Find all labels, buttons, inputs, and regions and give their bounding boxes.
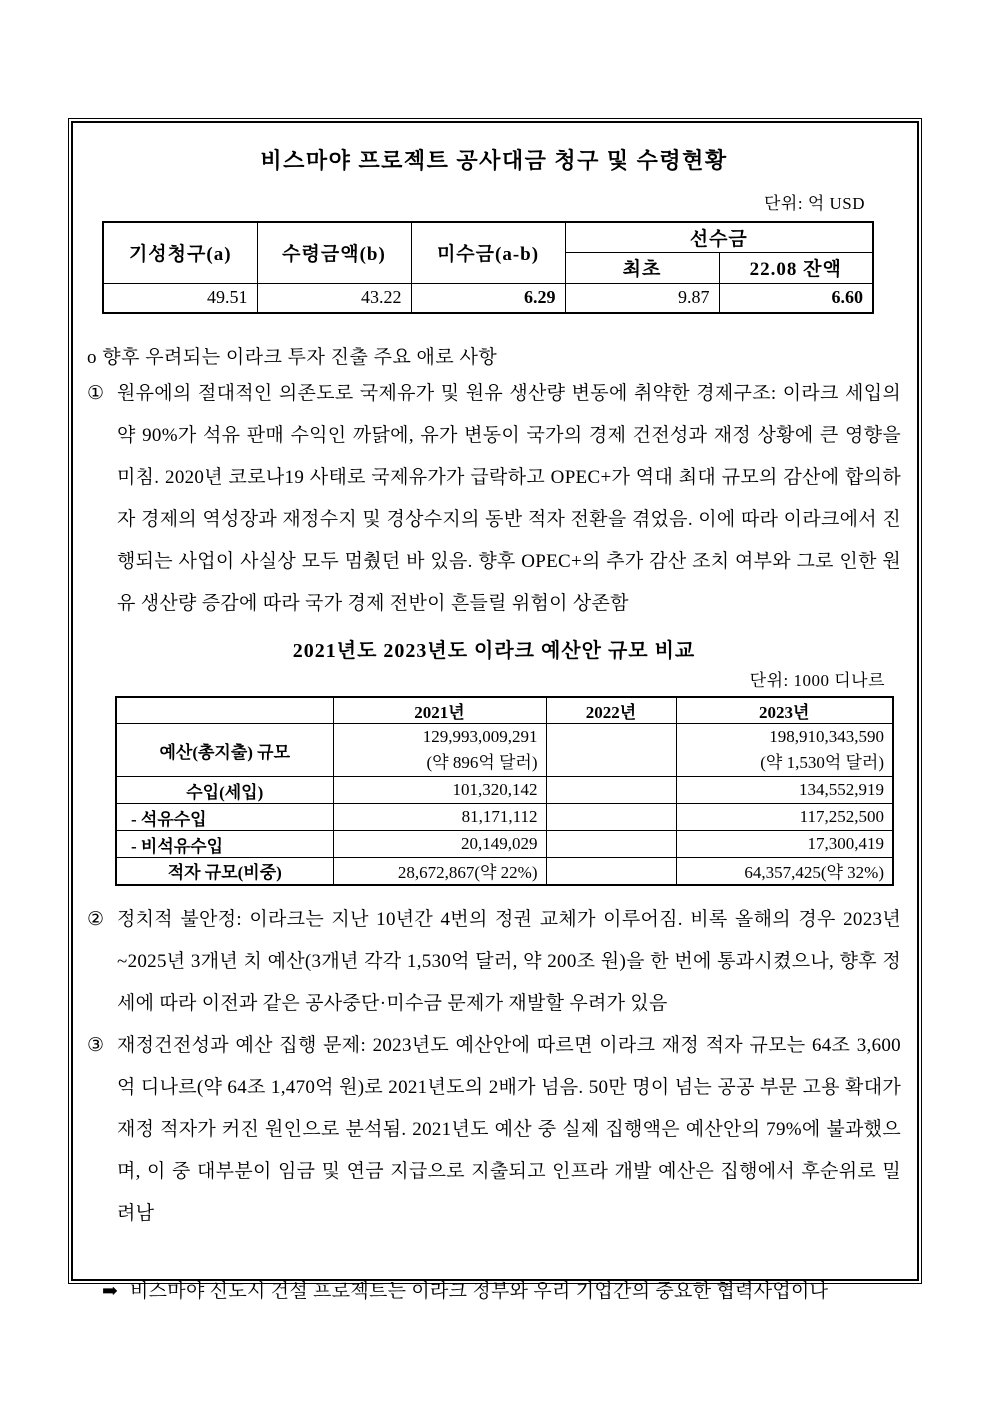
budget-nonoil-2023: 17,300,419 xyxy=(676,831,893,858)
header-advance-group: 선수금 xyxy=(565,222,873,252)
budget-table-header-row xyxy=(116,697,893,724)
budget-deficit-2022 xyxy=(546,858,676,885)
concern-3-text: 재정건전성과 예산 집행 문제: 2023년도 예산안에 따르면 이라크 재정 적자 규모는 64조 3,600억 디나르(약 64조 1,470억 원)로 2021년도의 2배가 넘음. 50만 명이 넘는 공공 부문 고용 확대가 재정 적자가 커진 원인으로 분석됨. 2021년도 예산 중 실제 집행액은 예산안의 79%에 불과했으며, 이 중 대부분이 임금 및 연금 지급으로 지출되고 인프라 개발 예산은 집행에서 후순위로 밀려남 xyxy=(117,1034,901,1224)
budget-row-nonoil-label: - 비석유수입 xyxy=(116,831,333,858)
budget-row-total xyxy=(116,724,893,777)
budget-row-oil-label: - 석유수입 xyxy=(116,804,333,831)
budget-row-oil xyxy=(116,804,893,831)
concern-2-text: 정치적 불안정: 이라크는 지난 10년간 4번의 정권 교체가 이루어짐. 비록 올해의 경우 2023년~2025년 3개년 치 예산(3개년 각각 1,530억 달러, 약 200조 원)을 한 번에 통과시켰으나, 향후 정세에 따라 이전과 같은 공사중단·미수금 문제가 재발할 우려가 있음 xyxy=(117,908,901,1014)
value-claimed: 49.51 xyxy=(103,283,257,313)
budget-deficit-2023: 64,357,425(약 32%) xyxy=(676,858,893,885)
value-received: 43.22 xyxy=(257,283,411,313)
budget-oil-2023: 117,252,500 xyxy=(676,804,893,831)
budget-total-2021 xyxy=(333,724,546,777)
budget-header-2022: 2022년 xyxy=(546,697,676,724)
budget-total-2023 xyxy=(676,724,893,777)
conclusion-line xyxy=(102,1277,901,1307)
budget-row-total-label: 예산(총지출) 규모 xyxy=(116,724,333,777)
budget-total-2021-value: 129,993,009,291 xyxy=(422,727,538,746)
concerns-heading: o 향후 우려되는 이라크 투자 진출 주요 애로 사항 xyxy=(87,347,498,368)
document-frame-inner xyxy=(71,121,919,1302)
header-received: 수령금액(b) xyxy=(257,222,411,283)
budget-header-2023: 2023년 xyxy=(676,697,893,724)
budget-row-revenue xyxy=(116,777,893,804)
concern-1-text: 원유에의 절대적인 의존도로 국제유가 및 원유 생산량 변동에 취약한 경제구조: 이라크 세입의 약 90%가 석유 판매 수익인 까닭에, 유가 변동이 국가의 경제 건전성과 재정 상황에 큰 영향을 미침. 2020년 코로나19 사태로 국제유가가 급락하고 OPEC+가 역대 최대 규모의 감산에 합의하자 경제의 역성장과 재정수지 및 경상수지의 동반 적자 전환을 겪었음. 이에 따라 이라크에서 진행되는 사업이 사실상 모두 멈췄던 바 있음. 향후 OPEC+의 추가 감산 조치 여부와 그로 인한 원유 생산량 증감에 따라 국가 경제 전반이 흔들릴 위험이 상존함 xyxy=(117,383,901,614)
header-outstanding: 미수금(a-b) xyxy=(411,222,565,283)
budget-deficit-2021: 28,672,867(약 22%) xyxy=(333,858,546,885)
budget-table-title: 2021년도 2023년도 이라크 예산안 규모 비교 xyxy=(292,640,696,662)
budget-total-2022 xyxy=(546,724,676,777)
concern-paragraph-1 xyxy=(87,373,901,625)
header-claimed: 기성청구(a) xyxy=(103,222,257,283)
concern-3-marker: ③ xyxy=(87,1034,105,1056)
budget-header-label xyxy=(116,697,333,724)
budget-header-2021: 2021년 xyxy=(333,697,546,724)
payment-table-data-row xyxy=(103,283,873,313)
budget-revenue-2023: 134,552,919 xyxy=(676,777,893,804)
payment-table-header-row xyxy=(103,222,873,252)
header-advance-balance: 22.08 잔액 xyxy=(719,252,873,283)
payment-table xyxy=(102,221,874,314)
budget-total-2023-value: 198,910,343,590 xyxy=(769,727,884,746)
budget-total-2021-usd: (약 896억 달러) xyxy=(426,753,538,772)
document-frame xyxy=(68,118,922,1302)
budget-revenue-2022 xyxy=(546,777,676,804)
budget-row-deficit-label: 적자 규모(비중) xyxy=(116,858,333,885)
budget-oil-2021: 81,171,112 xyxy=(333,804,546,831)
budget-row-nonoil xyxy=(116,831,893,858)
budget-revenue-2021: 101,320,142 xyxy=(333,777,546,804)
budget-nonoil-2021: 20,149,029 xyxy=(333,831,546,858)
value-advance-balance: 6.60 xyxy=(719,283,873,313)
concern-1-marker: ① xyxy=(87,383,105,404)
budget-table xyxy=(115,696,894,886)
payment-table-unit-label: 단위: 억 USD xyxy=(764,194,865,213)
budget-oil-2022 xyxy=(546,804,676,831)
page-title: 비스마야 프로젝트 공사대금 청구 및 수령현황 xyxy=(260,148,728,173)
budget-nonoil-2022 xyxy=(546,831,676,858)
budget-row-revenue-label: 수입(세입) xyxy=(116,777,333,804)
budget-total-2023-usd: (약 1,530억 달러) xyxy=(760,753,884,772)
concern-paragraph-3 xyxy=(87,1025,901,1235)
header-advance-initial: 최초 xyxy=(565,252,719,283)
right-arrow-icon: ➡ xyxy=(102,1280,119,1302)
budget-table-unit-label: 단위: 1000 디나르 xyxy=(749,671,885,690)
value-outstanding: 6.29 xyxy=(411,283,565,313)
value-advance-initial: 9.87 xyxy=(565,283,719,313)
budget-row-deficit xyxy=(116,858,893,885)
concern-2-marker: ② xyxy=(87,908,105,930)
concern-paragraph-2 xyxy=(87,899,901,1025)
conclusion-text: 비스마야 신도시 건설 프로젝트는 이라크 정부와 우리 기업간의 중요한 협력사업이나 xyxy=(130,1280,829,1302)
